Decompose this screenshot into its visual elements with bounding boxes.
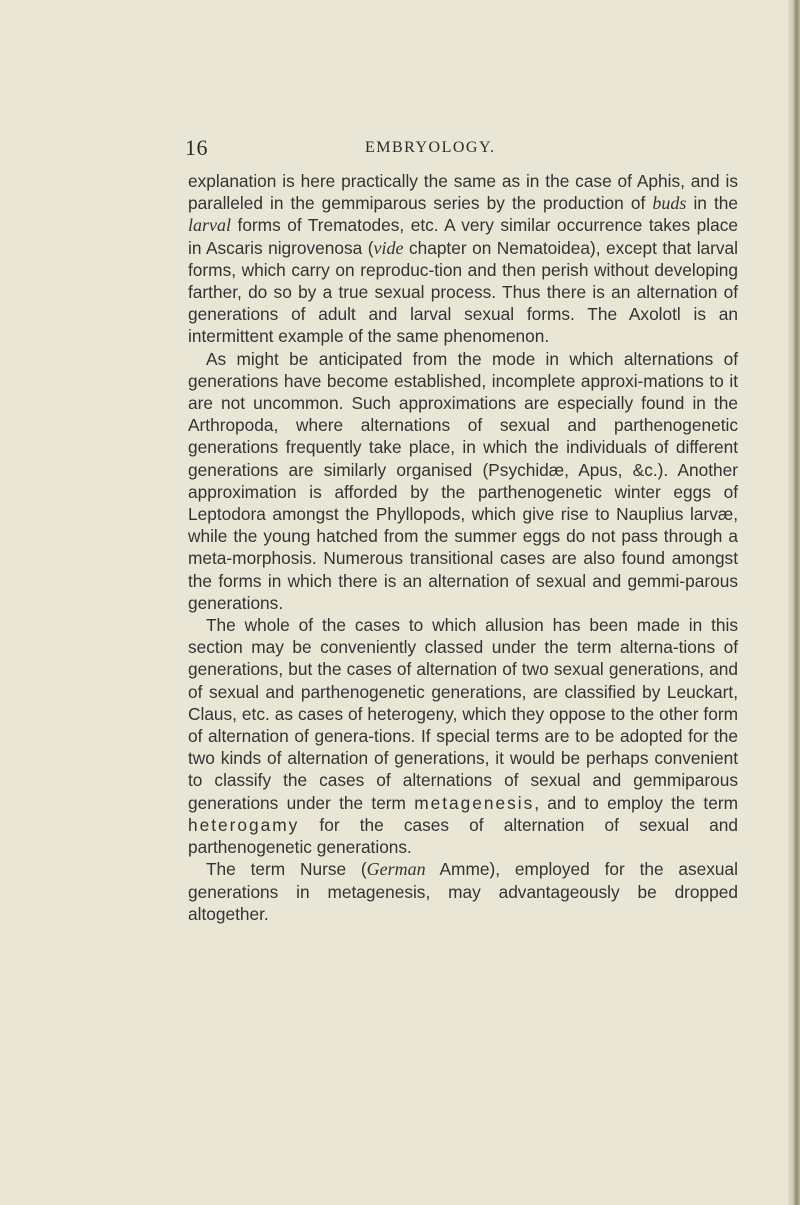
text-run: explanation is here practically the same as in the case of Aphis, and is paralleled in the gemmiparous series by the production of <box>188 171 738 214</box>
paragraph <box>188 858 738 925</box>
paragraph <box>188 614 738 858</box>
body-text <box>188 170 738 925</box>
text-run: The whole of the cases to which allusion has been made in this section may be conveniently classed under the term alterna-tions of generations, but the cases of alternation of two sexual generations, and of sexual and parthenogenetic generations, are classified by Leuckart, Claus, etc. as cases of heterogeny, which they oppose to the other form of alternation of genera-tions. If special terms are to be adopted for the two kinds of alternation of generations, it would be perhaps convenient to classify the cases of alternations of sexual and gemmiparous generations under the term <box>188 615 738 813</box>
italic-text: German <box>366 859 426 880</box>
italic-text: larval <box>188 215 231 236</box>
text-run: forms of Trematodes, etc. A very similar occurrence takes place in Ascaris nigrovenosa ( <box>188 215 738 258</box>
text-run: for the cases of alternation of sexual and parthenogenetic generations. <box>188 814 738 858</box>
text-run: chapter on Nematoidea), except that larval forms, which carry on reproduc-tion and then perish without developing farther, do so by a true sexual process. Thus there is an alternation of generations of adult and larval sexual forms. The Axolotl is an intermittent example of the same phenomenon. <box>188 237 738 347</box>
italic-text: buds <box>652 193 687 214</box>
italic-text: vide <box>373 237 404 258</box>
running-head: EMBRYOLOGY. <box>365 139 496 156</box>
text-run: As might be anticipated from the mode in which alternations of generations have become established, incomplete approxi-mations to it are not uncommon. Such approximations are especially found in the Arthropoda, where alternations of sexual and parthenogenetic generations frequently take place, in which the individuals of different generations are similarly organised (Psychidæ, Apus, &c.). Another approximation is afforded by the parthenogenetic winter eggs of Leptodora amongst the Phyllopods, which give rise to Nauplius larvæ, while the young hatched from the summer eggs do not pass through a meta-morphosis. Numerous transitional cases are also found amongst the forms in which there is an alternation of sexual and gemmi-parous generations. <box>188 348 738 613</box>
page-number: 16 <box>185 135 208 160</box>
text-run: Amme), employed for the asexual generations in metagenesis, may advantageously be dropped altogether. <box>188 859 738 924</box>
page-edge <box>788 0 800 1205</box>
paragraph <box>188 170 738 348</box>
text-run: in the <box>686 193 738 214</box>
spaced-term: heterogamy <box>188 814 300 835</box>
page-header <box>185 135 700 165</box>
text-run: The term Nurse ( <box>206 859 367 880</box>
spaced-term: metagenesis <box>414 792 535 813</box>
paragraph <box>188 348 738 614</box>
text-run: , and to employ the term <box>534 792 738 813</box>
